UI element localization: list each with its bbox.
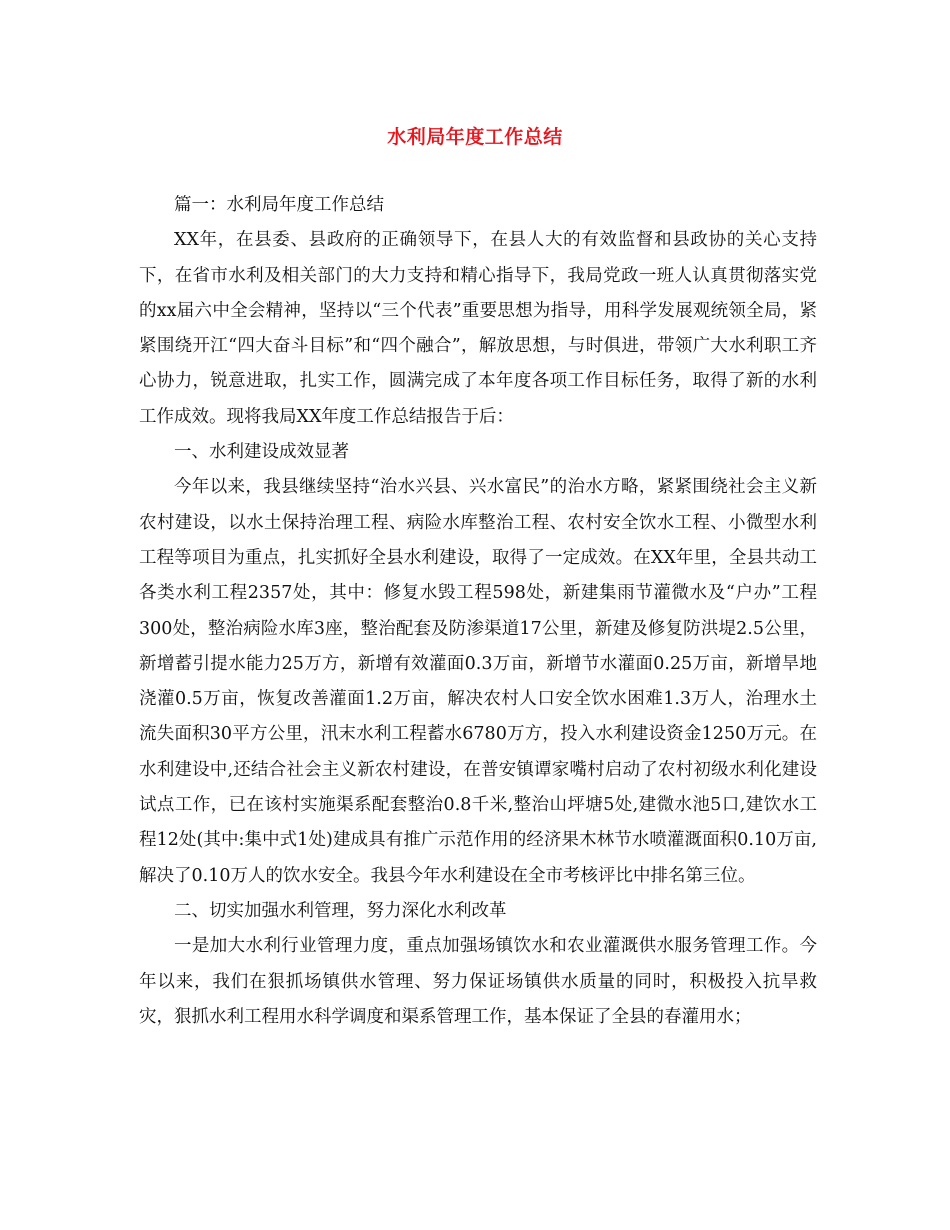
section-heading: 篇一：水利局年度工作总结	[174, 195, 384, 215]
body-paragraph: 今年以来，我县继续坚持“治水兴县、兴水富民”的治水方略，紧紧围绕社会主义新农村建设，以水土保持治理工程、病险水库整治工程、农村安全饮水工程、小微型水利工程等项目为重点，扎实抓好全县水利建设，取得了一定成效。在XX年里，全县共动工各类水利工程2357处，其中：修复水毁工程598处，新建集雨节灌微水及“户办”工程300处，整治病险水库3座，整治配套及防渗渠道17公里，新建及修复防洪堤2.5公里，新增蓄引提水能力25万方，新增有效灌面0.3万亩，新增节水灌面0.25万亩，新增旱地浇灌0.5万亩，恢复改善灌面1.2万亩，解决农村人口安全饮水困难1.3万人，治理水土流失面积30平方公里，汛末水利工程蓄水6780万方，投入水利建设资金1250万元。在水利建设中,还结合社会主义新农村建设，在普安镇谭家嘴村启动了农村初级水利化建设试点工作，已在该村实施渠系配套整治0.8千米,整治山坪塘5处,建微水池5口,建饮水工程12处(其中:集中式1处)建成具有推广示范作用的经济果木林节水喷灌溉面积0.10万亩,解决了0.10万人的饮水安全。我县今年水利建设在全市考核评比中排名第三位。	[139, 477, 817, 886]
body-paragraph: 一是加大水利行业管理力度，重点加强场镇饮水和农业灌溉供水服务管理工作。今年以来，我们在狠抓场镇供水管理、努力保证场镇供水质量的同时，积极投入抗旱救灾，狠抓水利工程用水科学调度和渠系管理工作，基本保证了全县的春灌用水；	[139, 936, 817, 1027]
section-heading: 二、切实加强水利管理，努力深化水利改革	[174, 900, 507, 921]
document-body	[139, 188, 817, 1035]
body-paragraph: XX年，在县委、县政府的正确领导下，在县人大的有效监督和县政协的关心支持下，在省市水利及相关部门的大力支持和精心指导下，我局党政一班人认真贯彻落实党的xx届六中全会精神，坚持以“三个代表”重要思想为指导，用科学发展观统领全局，紧紧围绕开江“四大奋斗目标”和“四个融合”，解放思想，与时俱进，带领广大水利职工齐心协力，锐意进取，扎实工作，圆满完成了本年度各项工作目标任务，取得了新的水利工作成效。现将我局XX年度工作总结报告于后：	[139, 230, 817, 427]
section-heading: 一、水利建设成效显著	[174, 442, 349, 463]
document-title: 水利局年度工作总结	[387, 126, 563, 148]
